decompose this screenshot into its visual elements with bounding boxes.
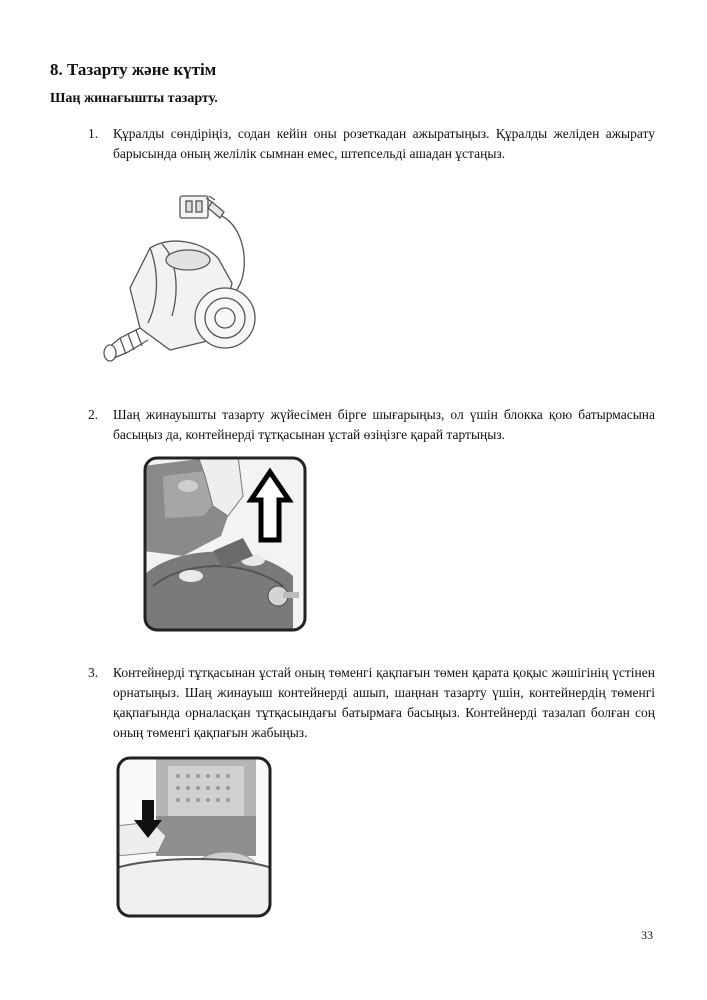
step-number: 1.: [88, 126, 99, 141]
step-text: Шаң жинауышты тазарту жүйесімен бірге шығарыңыз, ол үшін блокка қою батырмасына басыңыз да, контейнерді тұтқасынан ұстай өзіңізге қарай тартыңыз.: [113, 407, 655, 442]
step-3: [88, 663, 655, 743]
section-subtitle: Шаң жинағышты тазарту.: [50, 91, 218, 106]
section-title: 8. Тазарту және күтім: [50, 60, 217, 79]
container-removal-illustration: [143, 456, 307, 632]
container-emptying-illustration: [116, 756, 272, 918]
step-number: 2.: [88, 407, 99, 422]
step-1: [88, 124, 655, 164]
page-number: 33: [641, 928, 653, 942]
step-text: Құралды сөндіріңіз, содан кейін оны розеткадан ажыратыңыз. Құралды желіден ажырату барысында оның желілік сымнан емес, штепсельді ашадан ұстаңыз.: [113, 126, 655, 161]
step-text: Контейнерді тұтқасынан ұстай оның төменгі қақпағын төмен қарата қоқыс жәшігінің үстінен орнатыңыз. Шаң жинауыш контейнерді ашып, шаңнан тазарту үшін, контейнердің төменгі қақпағында орналасқан тұтқасындағы батырмаға басыңыз. Контейнерді тазалап болған соң оның төменгі қақпағын жабыңыз.: [113, 665, 655, 740]
vacuum-unplug-illustration: [100, 188, 270, 378]
step-number: 3.: [88, 665, 99, 680]
step-2: [88, 405, 655, 445]
